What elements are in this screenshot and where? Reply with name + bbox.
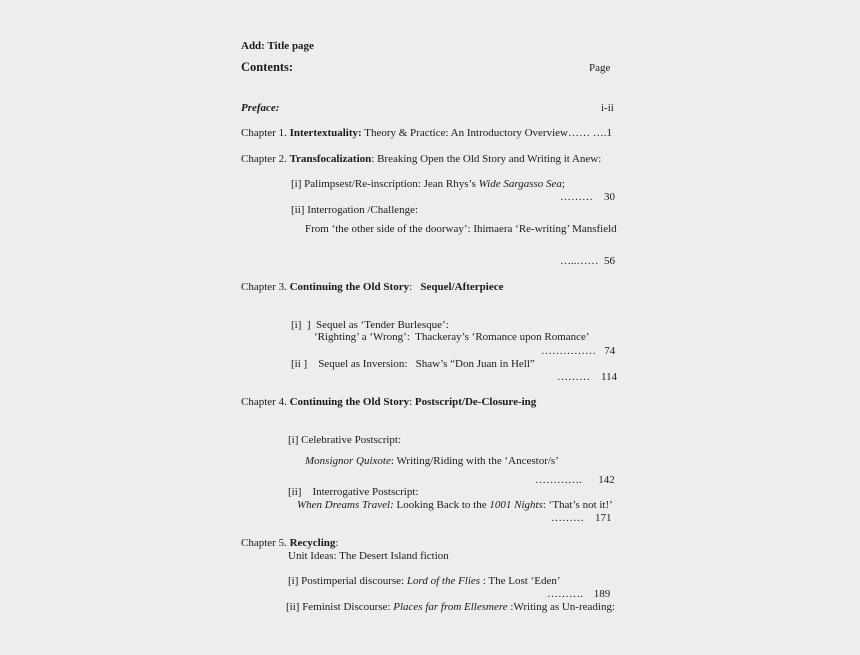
chapter-5-prefix: Chapter 5. (241, 537, 287, 549)
preface-label: Preface: (241, 102, 280, 114)
chapter-5-item-1-work: Lord of the Flies (406, 575, 481, 587)
chapter-2-item-1-punct: ; (561, 178, 565, 190)
chapter-2-item-1-page: ……… 30 (560, 191, 615, 203)
chapter-5-unit: Unit Ideas: The Desert Island fiction (288, 550, 449, 562)
chapter-2-item-1-text: [i] Palimpsest/Re-inscription: Jean Rhys’s (291, 178, 476, 190)
chapter-4-item-2-work-2: 1001 Nights (489, 499, 543, 511)
chapter-2-entry (241, 153, 601, 166)
chapter-4-item-1-work: Monsignor Quixote (305, 455, 391, 467)
chapter-4-item-1-subtitle (305, 455, 559, 468)
chapter-3-title: Continuing the Old Story (289, 281, 410, 293)
contents-heading: Contents: (241, 60, 294, 74)
chapter-3-entry (241, 281, 503, 294)
chapter-5-item-1-page: ………. 189 (547, 588, 611, 600)
chapter-2-item-1-work: Wide Sargasso Sea (478, 178, 562, 190)
chapter-2-title: Transfocalization (289, 153, 372, 165)
chapter-5-title: Recycling (289, 537, 336, 549)
chapter-5-item-2 (286, 601, 615, 614)
chapter-4-subtitle: Postscript/De-Closure-ing (414, 396, 537, 408)
chapter-1-rest: Theory & Practice: An Introductory Overview…… ….1 (364, 127, 612, 139)
chapter-4-item-1: [i] Celebrative Postscript: (288, 434, 402, 446)
chapter-5-item-1 (288, 575, 561, 588)
chapter-5-item-2-post: :Writing as Un-reading: (510, 601, 615, 613)
chapter-2-prefix: Chapter 2. (241, 153, 287, 165)
chapter-4-entry (241, 396, 536, 409)
chapter-3-item-1-subtitle: ‘Righting’ a ‘Wrong’: Thackeray’s ‘Romance upon Romance’ (314, 331, 590, 343)
chapter-2-item-2-subtitle: From ‘the other side of the doorway’: Ihimaera ‘Re-writing’ Mansfield (305, 223, 617, 235)
chapter-2-item-2-page: …..…… 56 (560, 255, 615, 267)
chapter-4-item-2: [ii] Interrogative Postscript: (288, 486, 419, 498)
chapter-4-sep: : (409, 396, 413, 408)
chapter-4-item-2-page: ……… 171 (551, 512, 612, 524)
chapter-4-item-2-work: When Dreams Travel: (297, 499, 394, 511)
chapter-4-prefix: Chapter 4. (241, 396, 287, 408)
chapter-4-title: Continuing the Old Story (289, 396, 410, 408)
chapter-5-sep: : (335, 537, 339, 549)
page-column-header: Page (589, 62, 611, 74)
chapter-1-entry (241, 127, 612, 140)
chapter-3-sep: : (409, 281, 413, 293)
chapter-3-subtitle: Sequel/Afterpiece (420, 281, 504, 293)
chapter-1-prefix: Chapter 1. (241, 127, 287, 139)
chapter-3-item-2: [ii ] Sequel as Inversion: Shaw’s “Don Juan in Hell” (291, 358, 535, 370)
chapter-3-item-1-page: …………… 74 (541, 345, 616, 357)
chapter-3-item-1: [i] ] Sequel as ‘Tender Burlesque’: (291, 319, 449, 331)
chapter-5-item-2-text: [ii] Feminist Discourse: (286, 601, 391, 613)
chapter-2-item-1 (291, 178, 565, 191)
chapter-4-item-1-page: …………. 142 (535, 474, 615, 486)
chapter-3-item-2-page: ……… 114 (557, 371, 618, 383)
chapter-4-item-2-mid: Looking Back to the (396, 499, 487, 511)
chapter-4-item-2-subtitle (297, 499, 613, 512)
chapter-5-item-2-work: Places far from Ellesmere (393, 601, 508, 613)
chapter-5-item-1-post: : The Lost ‘Eden’ (482, 575, 561, 587)
chapter-2-rest: : Breaking Open the Old Story and Writing it Anew: (371, 153, 602, 165)
chapter-2-item-2: [ii] Interrogation /Challenge: (291, 204, 419, 216)
chapter-5-item-1-text: [i] Postimperial discourse: (288, 575, 405, 587)
chapter-4-item-2-post: : ‘That’s not it!’ (542, 499, 613, 511)
chapter-5-entry (241, 537, 338, 550)
chapter-1-title: Intertextuality: (289, 127, 362, 139)
chapter-3-prefix: Chapter 3. (241, 281, 287, 293)
preface-page: i-ii (601, 102, 614, 114)
chapter-4-item-1-rest: : Writing/Riding with the ‘Ancestor/s’ (390, 455, 559, 467)
add-title-page-note: Add: Title page (241, 40, 314, 52)
